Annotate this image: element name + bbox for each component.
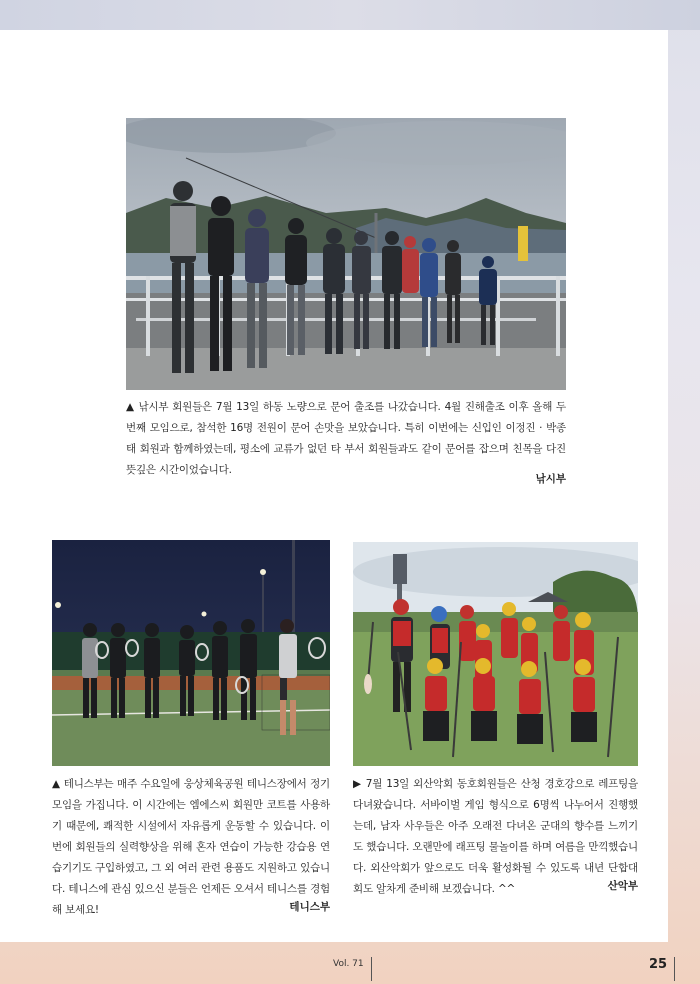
rafting-club-caption: ▶ 7월 13일 외산악회 동호회원들은 산청 경호강으로 레프팅을 다녀왔습니다. 서바이벌 게임 형식으로 6명씩 나누어서 진행했는데, 남자 사우들은 아주 오래전 다녀온 군대의 향수를 느끼기도 했습니다. 오랜만에 래프팅 물놀이를 하며 여름을 만끽했습니다. 외산악회가 앞으로도 더욱 활성화될 수 있도록 내년 단합대회도 알차게 준비해 보겠습니다. ^^ [353, 778, 638, 895]
footer-divider-right [674, 957, 675, 981]
fishing-club-photo [126, 118, 566, 390]
tennis-club-photo [52, 540, 330, 766]
page-number: 25 [649, 957, 668, 972]
fishing-club-credit: 낚시부 [535, 473, 566, 485]
fishing-club-caption: ▲ 낚시부 회원들은 7월 13일 하동 노량으로 문어 출조를 나갔습니다. 4월 진해출조 이후 올해 두 번째 모임으로, 참석한 16명 전원이 문어 손맛을 보았습니다. 특히 이번에는 신입인 이정진 · 박종태 회원과 함께하였는데, 평소에 교류가 없던 타 부서 회원들과도 같이 문어를 잡으며 친목을 다진 뜻깊은 시간이었습니다. [126, 401, 566, 476]
footer-volume: Vol. 71 [333, 959, 364, 969]
rafting-club-photo [353, 542, 638, 766]
rafting-club-credit: 산악부 [607, 880, 638, 892]
tennis-club-caption: ▲ 테니스부는 매주 수요일에 웅상체육공원 테니스장에서 정기모임을 가집니다. 이 시간에는 엠에스씨 회원만 코트를 사용하기 때문에, 쾌적한 시설에서 자유롭게 운동할 수 있습니다. 이번에 회원들의 실력향상을 위해 혼자 연습이 가능한 강습용 연습기기도 구입하였고, 그 외 여러 관련 용품도 지원하고 있습니다. 테니스에 관심 있으신 분들은 언제든 오셔서 테니스를 경험해 보세요! [52, 778, 330, 916]
page-top-band [0, 0, 700, 30]
tennis-club-credit: 테니스부 [289, 901, 330, 913]
footer-divider [371, 957, 372, 981]
